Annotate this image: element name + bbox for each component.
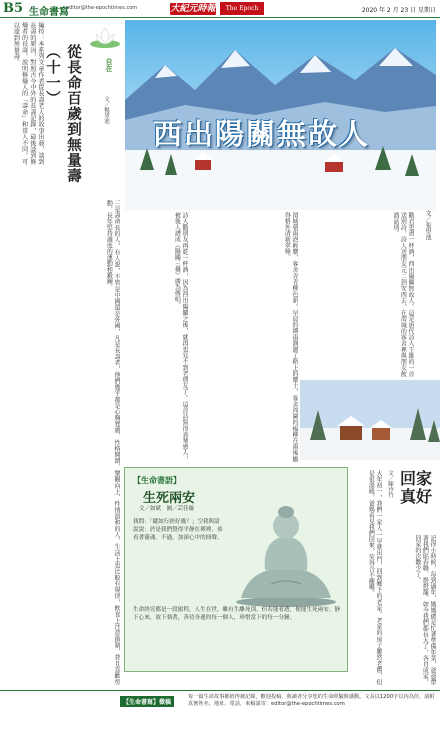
buddha-statue-image [227,498,345,608]
winter-village-image [300,380,440,460]
right-article-col1: 大年初一，我們一家人一早就出門，回到鄉下的老家。老家的房子雖然老舊，但是很溫暖，爸媽看見我們回來，笑得合不攏嘴。 [367,470,382,685]
hero-article-col3: 詩人勸朋友再乾一杯酒，因為西出陽關之後，就再也見不到老朋友了。這首詩寫得真摯感人，被後人譜成《陽關三疊》廣為傳唱。 [173,212,188,462]
right-article-col2: 記得小時候，每到過年，媽媽總是忙著準備年菜，爸爸帶著我們貼春聯、掛燈籠。如今我們都長大了，各自成家，回家的次數少了。 [413,535,436,685]
hero-article-col2: 渭城朝雨浥輕塵，客舍青青柳色新。早晨的細雨潤濕了路上的塵土，客舍周圍的楊柳在雨後顯得格外清新翠綠。 [283,212,298,462]
book-review-box [124,467,348,672]
left-article-title: 從長命百歲到無量壽（十一） [44,44,82,184]
section-name: 生命書寫 [29,7,69,18]
right-article-title: 回家真好 [399,469,432,506]
book-review-text-2: 生命終究都是一段旅程，人生在世，雖有生離死別，但若能看透，便能生死兩安。靜下心來，放下執著，善待身邊的每一個人，珍惜當下的每一分鐘。 [133,607,340,622]
newspaper-logo-en: The Epoch [220,2,264,15]
lotus-icon [88,22,122,52]
book-review-author: 文／如斌 圖／芸佳璇 [139,506,195,512]
hero-article-col1: 勸君更盡一杯酒，西出陽關無故人。這是唐代詩人王維的一首送別詩，詩人送朋友元二到安西去，在渭城的客舍裡與朋友飲酒話別。 [391,212,414,377]
page-number: B5 [3,1,24,16]
issue-date: 2020 年 2 月 23 日 星期日 [361,7,436,14]
column-name: 自在 [105,58,113,72]
book-review-title: 生死兩安 [143,491,196,506]
left-article-body: 三是壽命長的人。有人說，不管是中國還是外國，凡是長壽者，他們幾乎都是心胸寬廣、性格開朗、樂觀向上、性情溫和的人。生活上也比較有規律，飲食上注意節制，並且喜歡勞動，長年堅持適度的運動和鍛鍊。 [105,200,120,685]
submission-notice [0,690,440,712]
hero-article-byline: 文／張望池 [424,210,431,240]
section-email: editor@the-epochtimes.com [66,5,138,11]
submission-message: 每一篇生命故事都值得被記錄，歡迎投稿，與讀者分享您的生命經驗與感動。文長以1200字以內為佳，請附真實姓名、地址、電話，來稿請寄：editor@the-epochtimes.com [188,694,435,707]
book-review-tag: 【生命書語】 [133,476,181,485]
submission-tag: 【生命書寫】徵稿 [120,696,174,707]
hero-title: 西出陽關無故人 [153,117,371,151]
newspaper-logo: 大紀元時報 [170,4,216,14]
right-article-byline: 文／陳泠竹 [387,470,393,498]
left-article-intro-col: 編按：本系列文章作者從長壽老人的故事出發，談到長壽的原因，對照古今中外的長壽記錄，最後談到修煉者的長壽，說明修煉人的「壽命」和常人不同，可以達到無量壽。 [12,22,44,165]
left-article-byline: 文／楊望池 [103,96,109,124]
page-header [0,0,440,18]
book-review-text-1: 我問：「縱如行經好幾？」空我與請說說：於是我們覺得平靜在禪裡，恭看著靈魂。不過，加深心中的冊聲。 [133,519,223,542]
